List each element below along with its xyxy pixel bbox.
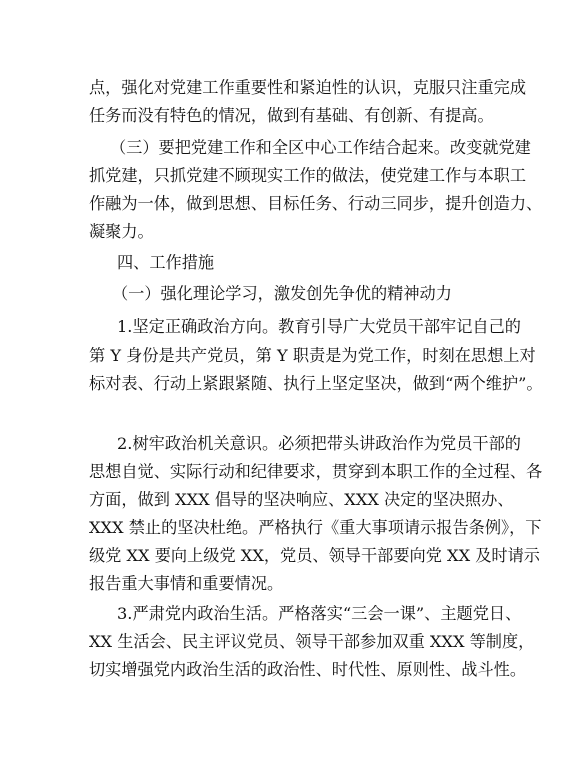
text-line: 任务而没有特色的情况，做到有基础、有创新、有提高。 bbox=[89, 106, 494, 125]
text-line: 2.树牢政治机关意识。必须把带头讲政治作为党员干部的 bbox=[117, 434, 521, 453]
text-line: 思想自觉、实际行动和纪律要求，贯穿到本职工作的全过程、各 bbox=[89, 462, 543, 481]
text-line: 凝聚力。 bbox=[89, 222, 154, 241]
text-line: 抓党建，只抓党建不顾现实工作的做法，使党建工作与本职工 bbox=[89, 166, 527, 185]
section-heading: 四、工作措施 bbox=[117, 253, 215, 272]
text-line: 报告重大事情和重要情况。 bbox=[89, 574, 284, 593]
text-line: 3.严肃党内政治生活。严格落实“三会一课”、主题党日、 bbox=[117, 604, 522, 623]
text-line: XXX 禁止的坚决杜绝。严格执行《重大事项请示报告条例》，下 bbox=[89, 518, 542, 537]
text-line: XX 生活会、民主评议党员、领导干部参加双重 XXX 等制度， bbox=[89, 632, 535, 651]
text-line: 第 Y 身份是共产党员，第 Y 职责是为党工作，时刻在思想上对 bbox=[89, 346, 536, 365]
text-line: 作融为一体，做到思想、目标任务、行动三同步，提升创造力、 bbox=[89, 194, 543, 213]
text-line: 方面，做到 XXX 倡导的坚决响应、XXX 决定的坚决照办、 bbox=[89, 490, 514, 509]
text-line: 点，强化对党建工作重要性和紧迫性的认识，克服只注重完成 bbox=[89, 78, 527, 97]
text-line: 1.坚定正确政治方向。教育引导广大党员干部牢记自己的 bbox=[117, 317, 521, 336]
text-line: 切实增强党内政治生活的政治性、时代性、原则性、战斗性。 bbox=[89, 660, 527, 679]
subsection-heading: （一）强化理论学习，激发创先争优的精神动力 bbox=[112, 284, 452, 303]
text-line: 级党 XX 要向上级党 XX，党员、领导干部要向党 XX 及时请示 bbox=[89, 546, 540, 565]
text-line: （三）要把党建工作和全区中心工作结合起来。改变就党建 bbox=[110, 138, 531, 157]
text-line: 标对表、行动上紧跟紧随、执行上坚定坚决，做到“两个维护”。 bbox=[89, 374, 543, 393]
